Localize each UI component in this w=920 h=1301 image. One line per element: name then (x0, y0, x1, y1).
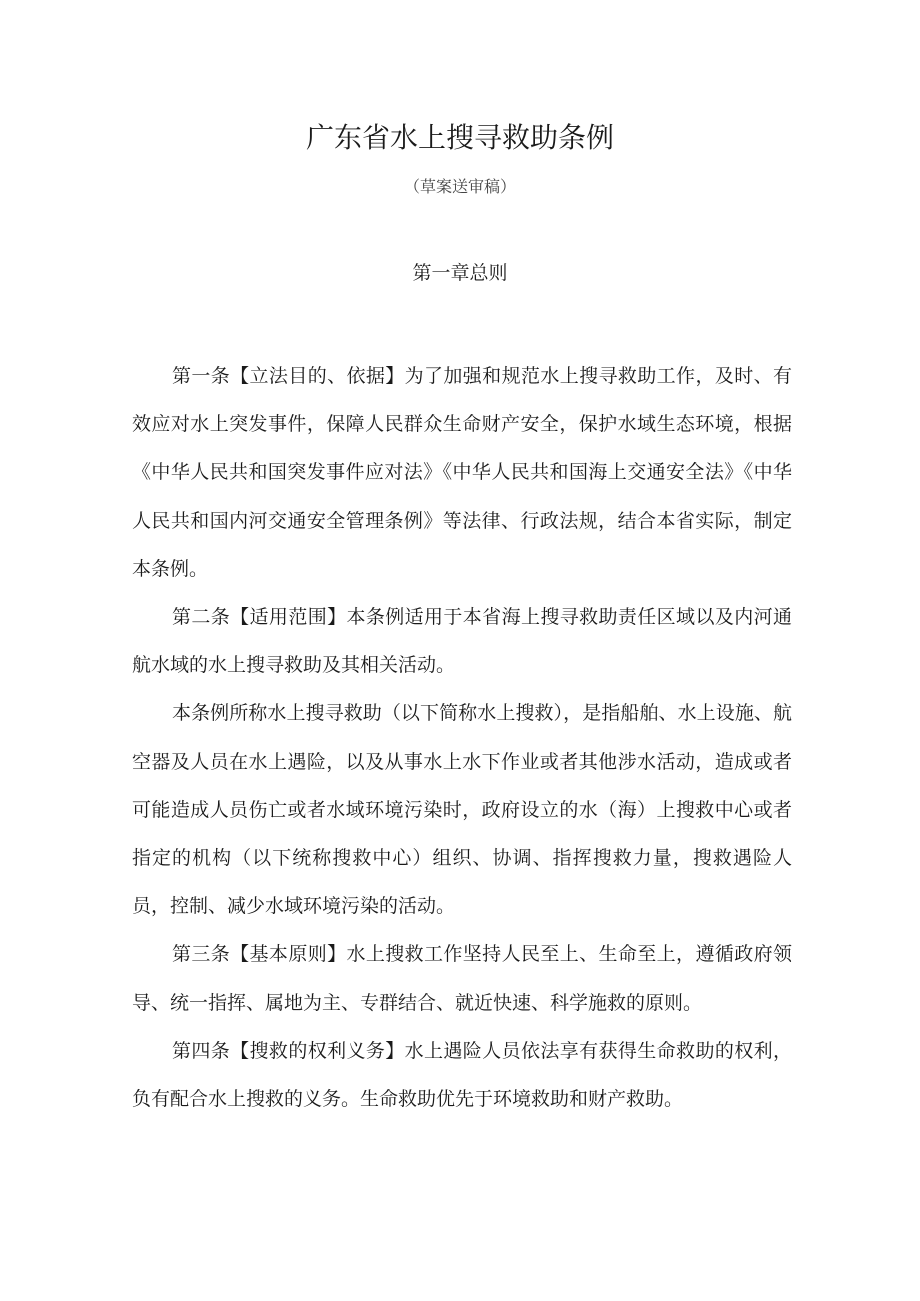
document-subtitle: （草案送审稿） (403, 177, 516, 196)
chapter-heading: 第一章总则 (412, 262, 508, 284)
article-4-paragraph: 第四条【搜救的权利义务】水上遇险人员依法享有获得生命救助的权利，负有配合水上搜救的义务。生命救助优先于环境救助和财产救助。 (132, 1039, 792, 1111)
document-body (132, 352, 792, 1123)
article-2-paragraph: 第二条【适用范围】本条例适用于本省海上搜寻救助责任区域以及内河通航水域的水上搜寻救助及其相关活动。 (132, 606, 792, 677)
document-title: 广东省水上搜寻救助条例 (305, 121, 614, 154)
article-2-definition-paragraph: 本条例所称水上搜寻救助（以下简称水上搜救），是指船舶、水上设施、航空器及人员在水上遇险，以及从事水上水下作业或者其他涉水活动，造成或者可能造成人员伤亡或者水域环境污染时，政府设立的水（海）上搜救中心或者指定的机构（以下统称搜救中心）组织、协调、指挥搜救力量，搜救遇险人员，控制、减少水域环境污染的活动。 (132, 702, 792, 918)
article-1-paragraph: 第一条【立法目的、依据】为了加强和规范水上搜寻救助工作，及时、有效应对水上突发事件，保障人民群众生命财产安全，保护水域生态环境，根据《中华人民共和国突发事件应对法》《中华人民共和国海上交通安全法》《中华人民共和国内河交通安全管理条例》等法律、行政法规，结合本省实际，制定本条例。 (132, 365, 792, 580)
article-3-paragraph: 第三条【基本原则】水上搜救工作坚持人民至上、生命至上，遵循政府领导、统一指挥、属地为主、专群结合、就近快速、科学施救的原则。 (132, 943, 792, 1014)
